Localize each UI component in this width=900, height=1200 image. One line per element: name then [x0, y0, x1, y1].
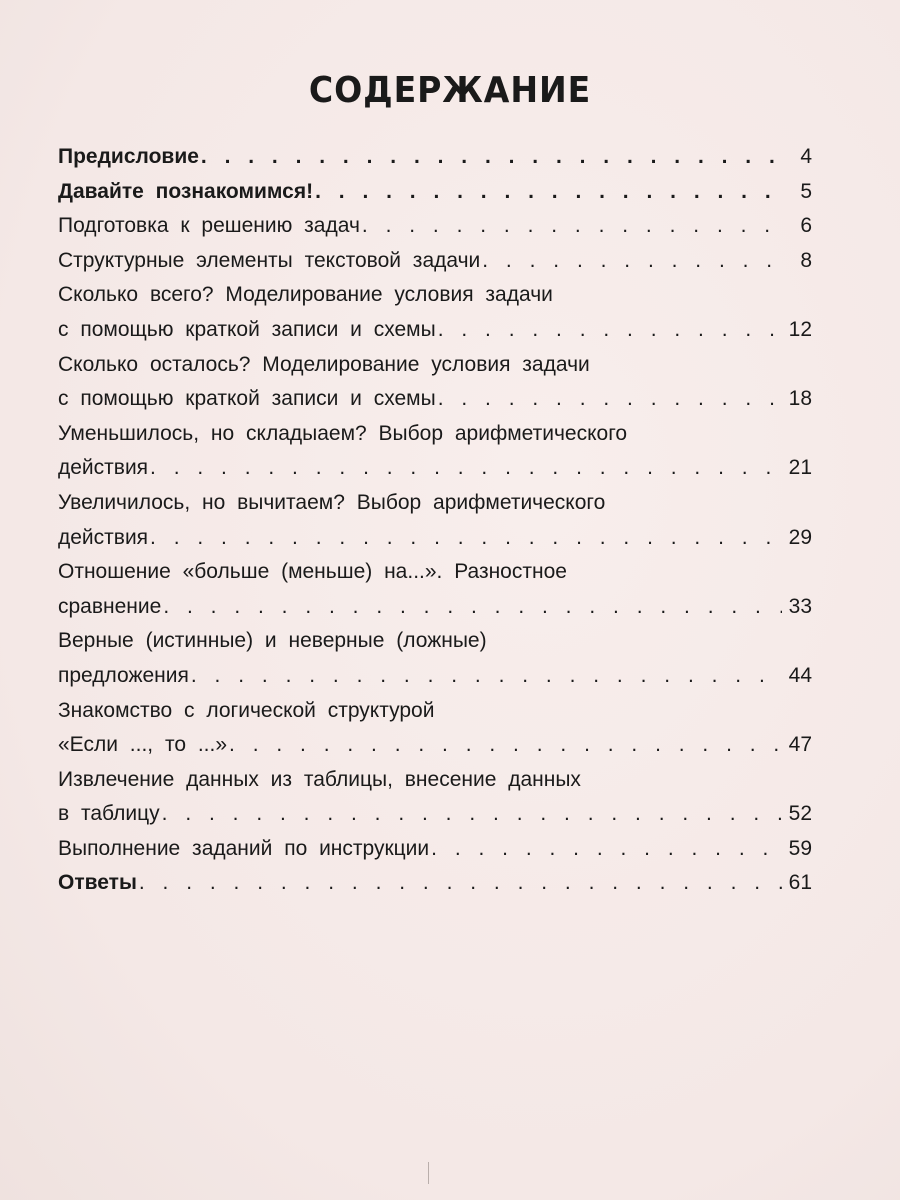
toc-entry[interactable] [58, 451, 812, 486]
dot-leader [431, 832, 782, 867]
toc-entry-first-line[interactable] [58, 763, 812, 798]
toc-page-number: 6 [800, 214, 812, 238]
toc-entry-title-cont: действия [58, 456, 149, 480]
toc-entry-title-cont: «Если ..., то ...» [58, 733, 228, 757]
toc-page-number: 33 [788, 594, 812, 618]
toc-entry-first-line[interactable] [58, 348, 812, 383]
page-title: СОДЕРЖАНИЕ [308, 70, 592, 111]
toc-entry[interactable] [58, 209, 812, 244]
toc-entry-title: Сколько осталось? Моделирование условия задачи [58, 352, 590, 376]
toc-page-number: 5 [800, 179, 812, 203]
dot-leader [362, 209, 782, 244]
toc-entry[interactable] [58, 832, 812, 867]
toc-entry[interactable] [58, 313, 812, 348]
toc-page-number: 21 [788, 456, 812, 480]
toc-entry[interactable] [58, 244, 812, 279]
dot-leader [139, 866, 782, 901]
toc-entry-title: Предисловие [58, 145, 199, 168]
toc-entry[interactable] [58, 175, 812, 210]
toc-entry[interactable] [58, 382, 812, 417]
toc-entry[interactable] [58, 140, 812, 175]
dot-leader [191, 659, 782, 694]
toc-entry-title: Структурные элементы текстовой задачи [58, 248, 481, 272]
toc-entry-first-line[interactable] [58, 624, 812, 659]
toc-entry-first-line[interactable] [58, 694, 812, 729]
toc-page-number: 29 [788, 525, 812, 549]
toc-entry-title-cont: с помощью краткой записи и схемы [58, 387, 436, 411]
fold-mark [428, 1162, 429, 1184]
toc-entry-title-cont: с помощью краткой записи и схемы [58, 317, 436, 341]
toc-entry-title: Уменьшилось, но складыаем? Выбор арифметического [58, 421, 628, 445]
dot-leader [315, 175, 782, 210]
dot-leader [438, 313, 782, 348]
toc-entry-title: Увеличилось, но вычитаем? Выбор арифметического [58, 490, 606, 514]
dot-leader [201, 140, 782, 175]
toc-page-number: 8 [800, 248, 812, 272]
toc-entry-title: Извлечение данных из таблицы, внесение данных [58, 767, 581, 791]
toc-entry[interactable] [58, 659, 812, 694]
dot-leader [163, 590, 782, 625]
dot-leader [150, 451, 782, 486]
toc-page-number: 59 [788, 836, 812, 860]
dot-leader [150, 521, 782, 556]
toc-entry-title-cont: в таблицу [58, 802, 160, 826]
toc-entry-first-line[interactable] [58, 278, 812, 313]
toc-page-number: 44 [788, 663, 812, 687]
toc-page-number: 4 [800, 145, 812, 168]
toc-page-number: 61 [788, 871, 812, 895]
toc-entry-title-cont: действия [58, 525, 149, 549]
toc-page-number: 52 [788, 802, 812, 826]
toc-entry-title: Подготовка к решению задач [58, 214, 360, 238]
toc-entry-first-line[interactable] [58, 417, 812, 452]
toc-page-number: 12 [788, 317, 812, 341]
toc-entry-title: Сколько всего? Моделирование условия задачи [58, 283, 553, 307]
toc-page-number: 18 [788, 387, 812, 411]
toc-entry-first-line[interactable] [58, 486, 812, 521]
toc-entry-title: Верные (истинные) и неверные (ложные) [58, 629, 487, 653]
toc-entry-title-cont: сравнение [58, 594, 162, 618]
toc-entry-title: Давайте познакомимся! [58, 179, 314, 203]
dot-leader [438, 382, 782, 417]
toc-entry[interactable] [58, 797, 812, 832]
dot-leader [229, 728, 782, 763]
toc-entry[interactable] [58, 866, 812, 901]
toc-entry[interactable] [58, 590, 812, 625]
toc-entry-title: Знакомство с логической структурой [58, 698, 435, 722]
toc-entry-title: Выполнение заданий по инструкции [58, 836, 430, 860]
toc-entry-first-line[interactable] [58, 555, 812, 590]
dot-leader [482, 244, 782, 279]
toc-entry-title: Отношение «больше (меньше) на...». Разностное [58, 560, 567, 584]
toc-entry-title-cont: предложения [58, 663, 189, 687]
toc-entry-title: Ответы [58, 871, 137, 895]
dot-leader [162, 797, 782, 832]
toc-entry[interactable] [58, 728, 812, 763]
toc-page-number: 47 [788, 733, 812, 757]
table-of-contents [58, 140, 812, 901]
toc-entry[interactable] [58, 521, 812, 556]
